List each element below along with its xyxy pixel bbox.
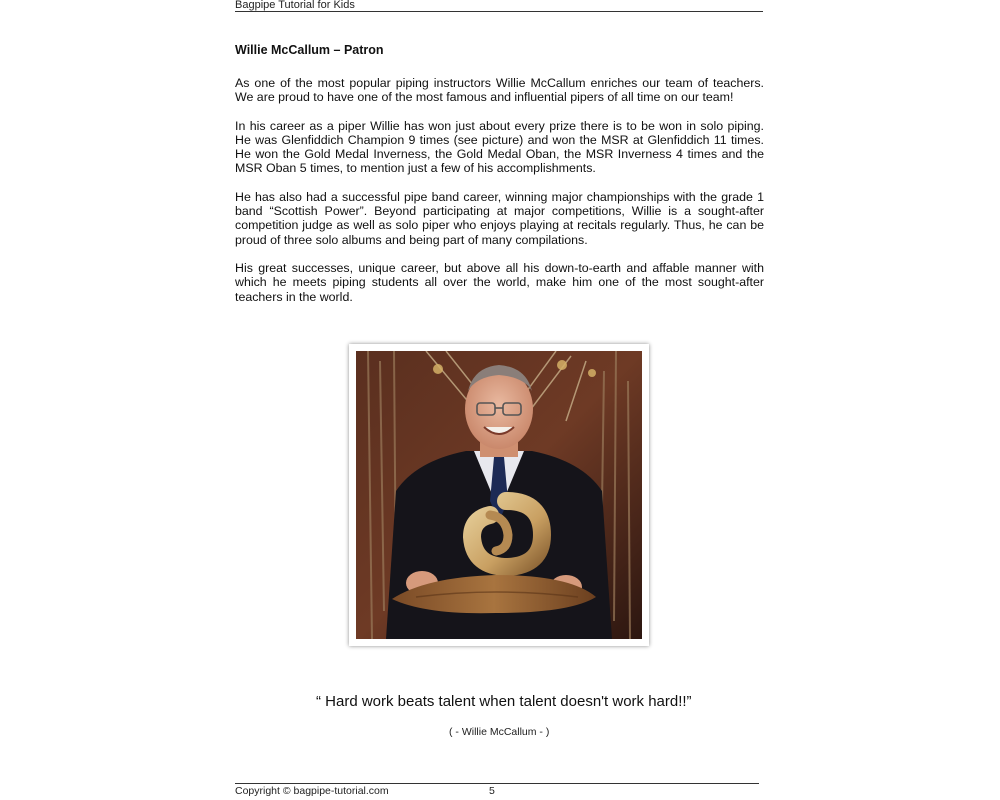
paragraph-closing: His great successes, unique career, but above all his down-to-earth and affable manner with which he meets piping students all over the world, make him one of the most sought-after teachers in the world. xyxy=(235,260,764,304)
header-title: Bagpipe Tutorial for Kids xyxy=(235,0,355,11)
paragraph-solo-career: In his career as a piper Willie has won just about every prize there is to be won in solo piping. He was Glenfiddich Champion 9 times (see picture) and won the MSR at Glenfiddich 11 times. He won the Gold Medal Inverness, the Gold Medal Oban, the MSR Inverness 4 times and the MSR Oban 5 times, to mention just a few of his accomplishments. xyxy=(235,118,764,176)
header-divider xyxy=(235,11,763,12)
quote-author: ( - Willie McCallum - ) xyxy=(449,726,550,738)
footer-divider xyxy=(235,783,759,784)
footer-copyright: Copyright © bagpipe-tutorial.com xyxy=(235,785,389,797)
section-heading: Willie McCallum – Patron xyxy=(235,43,384,57)
paragraph-band-career: He has also had a successful pipe band career, winning major championships with the grade 1 band “Scottish Power”. Beyond participating at major competitions, Willie is a sought-after competition judge as well as solo piper who enjoys playing at recitals regularly. Thus, he can be proud of three solo albums and being part of many compilations. xyxy=(235,189,764,247)
main-content xyxy=(235,42,764,318)
paragraph-intro: As one of the most popular piping instructors Willie McCallum enriches our team of teachers. We are proud to have one of the most famous and influential pipers of all time on our team! xyxy=(235,76,764,105)
patron-photo xyxy=(356,351,642,639)
quote-text: “ Hard work beats talent when talent doesn't work hard!!” xyxy=(316,693,692,710)
page-number: 5 xyxy=(489,785,495,797)
patron-photo-frame xyxy=(349,344,649,646)
